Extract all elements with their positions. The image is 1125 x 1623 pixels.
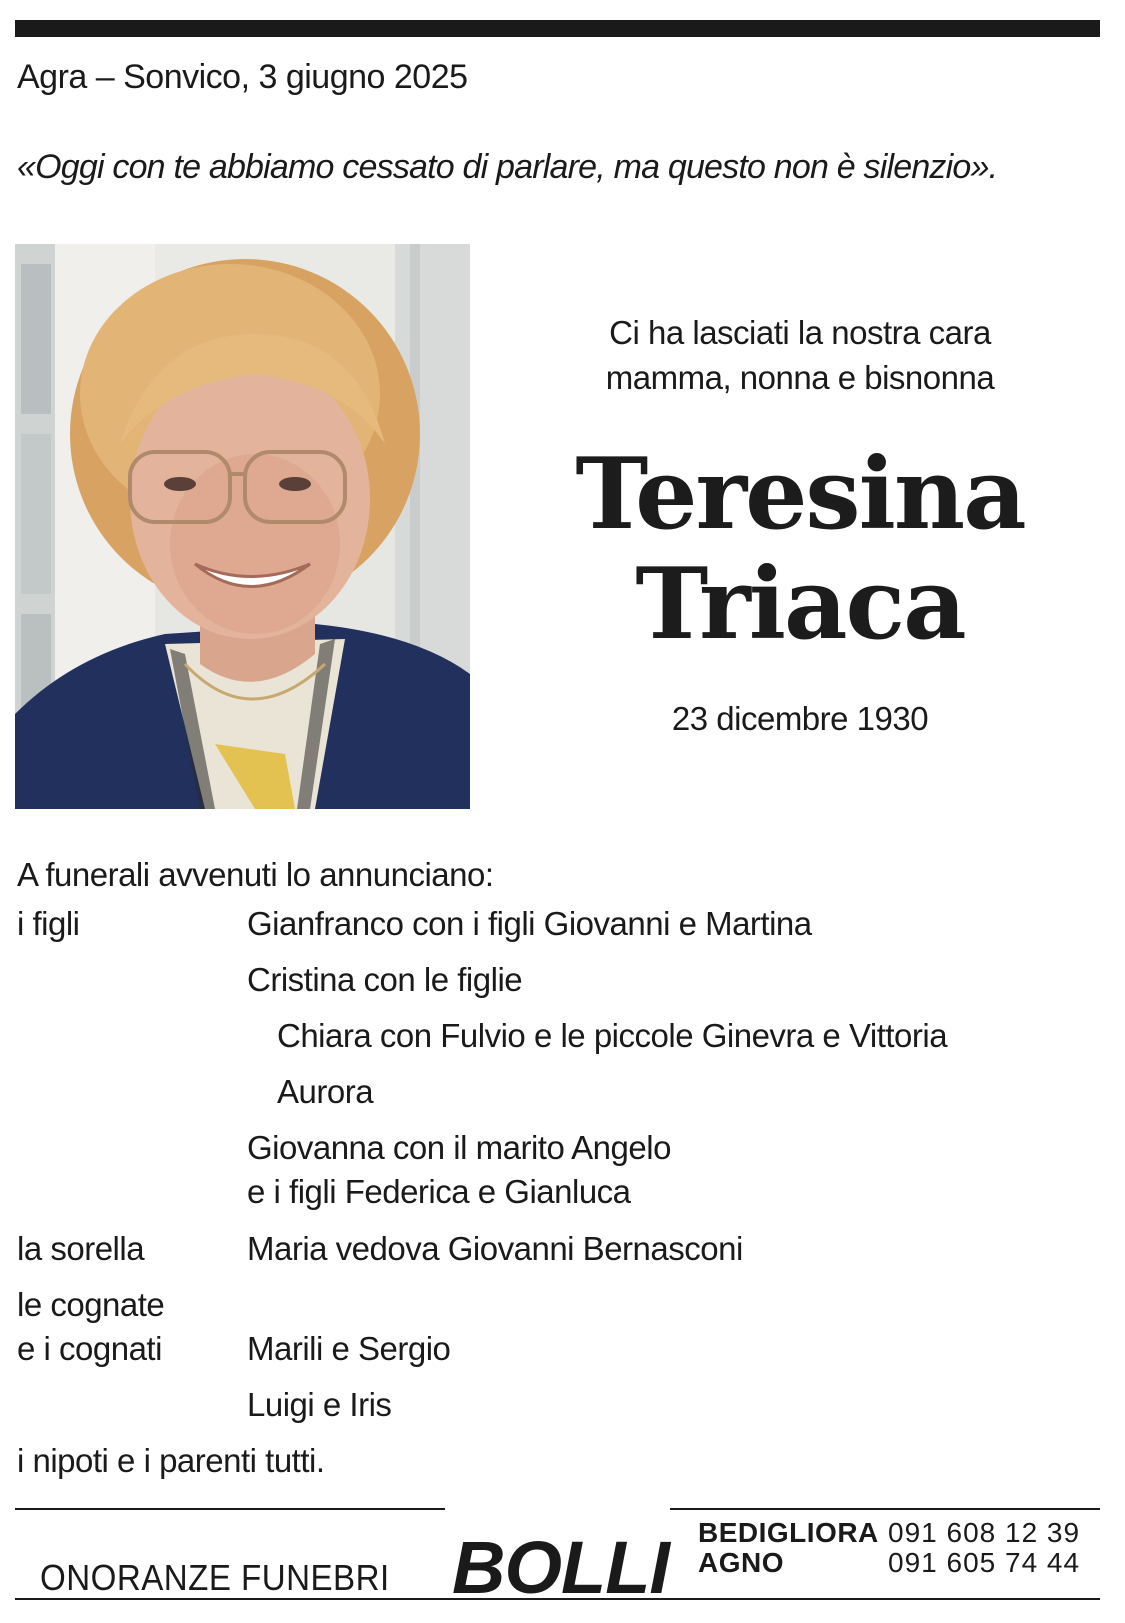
location-agno: AGNO bbox=[698, 1547, 784, 1578]
announcement-heading: A funerali avvenuti lo annunciano: bbox=[17, 856, 494, 893]
bolli-brand: BOLLI bbox=[452, 1526, 669, 1609]
last-name: Triaca bbox=[635, 547, 965, 662]
footer-rule-left-top bbox=[15, 1508, 445, 1510]
phone-bedigliora: 091 608 12 39 bbox=[888, 1517, 1081, 1548]
location-bedigliora: BEDIGLIORA bbox=[698, 1517, 879, 1548]
birth-date: 23 dicembre 1930 bbox=[671, 700, 929, 737]
place-date: Agra – Sonvico, 3 giugno 2025 bbox=[17, 58, 468, 96]
cognati-entry-2: Luigi e Iris bbox=[247, 1386, 392, 1423]
deceased-name bbox=[560, 437, 1040, 662]
figli-entry-3-line-1: Giovanna con il marito Angelo bbox=[247, 1129, 671, 1166]
intro-line-2: mamma, nonna e bisnonna bbox=[605, 359, 995, 396]
memorial-quote: «Oggi con te abbiamo cessato di parlare, ma questo non è silenzio». bbox=[17, 148, 998, 186]
cognati-entry-1: Marili e Sergio bbox=[247, 1330, 451, 1367]
portrait-photo bbox=[15, 244, 470, 809]
figli-entry-2: Cristina con le figlie bbox=[247, 961, 523, 998]
phone-agno: 091 605 74 44 bbox=[888, 1547, 1081, 1578]
figli-entry-3-line-2: e i figli Federica e Gianluca bbox=[247, 1173, 631, 1210]
footer-rule-right-top bbox=[670, 1508, 1100, 1510]
label-cognati: e i cognati bbox=[17, 1330, 162, 1367]
figli-entry-1: Gianfranco con i figli Giovanni e Martina bbox=[247, 905, 812, 942]
onoranze-funebri-label: ONORANZE FUNEBRI bbox=[40, 1557, 390, 1598]
label-figli: i figli bbox=[17, 905, 80, 942]
top-rule bbox=[15, 20, 1100, 37]
label-sorella: la sorella bbox=[17, 1230, 145, 1267]
closing-line: i nipoti e i parenti tutti. bbox=[17, 1442, 325, 1479]
intro-text bbox=[560, 310, 1040, 400]
figli-entry-2b: Aurora bbox=[277, 1073, 374, 1110]
first-name: Teresina bbox=[575, 437, 1025, 552]
sorella-entry: Maria vedova Giovanni Bernasconi bbox=[247, 1230, 743, 1267]
label-cognate: le cognate bbox=[17, 1286, 165, 1323]
figli-entry-2a: Chiara con Fulvio e le piccole Ginevra e Vittoria bbox=[277, 1017, 948, 1054]
intro-line-1: Ci ha lasciati la nostra cara bbox=[609, 314, 991, 351]
